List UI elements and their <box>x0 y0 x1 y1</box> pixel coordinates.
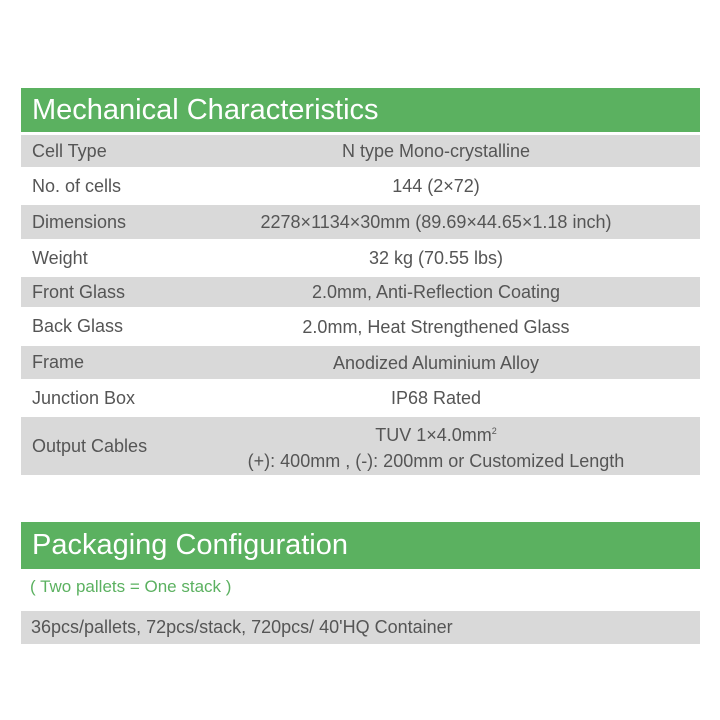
row-value: 32 kg (70.55 lbs) <box>368 248 504 268</box>
packaging-section <box>21 522 700 644</box>
row-label: No. of cells <box>32 175 122 196</box>
packaging-header <box>21 522 700 569</box>
row-value: 2.0mm, Anti-Reflection Coating <box>227 277 700 307</box>
table-row <box>21 346 700 379</box>
table-row <box>21 310 700 343</box>
row-label: Dimensions <box>21 205 227 239</box>
table-row <box>21 170 700 202</box>
row-value: N type Mono-crystalline <box>227 135 700 167</box>
table-row <box>21 205 700 239</box>
packaging-detail: 36pcs/pallets, 72pcs/stack, 720pcs/ 40'HQ Container <box>21 611 700 644</box>
row-label: Frame <box>21 346 227 379</box>
row-value <box>227 417 700 475</box>
superscript: 2 <box>491 426 497 436</box>
row-label: Output Cables <box>21 417 227 475</box>
packaging-title: Packaging Configuration <box>32 529 348 561</box>
mechanical-header <box>21 88 700 132</box>
table-row <box>21 277 700 307</box>
output-cables-line2: (+): 400mm , (-): 200mm or Customized Length <box>247 451 625 471</box>
row-label: Junction Box <box>32 387 136 408</box>
row-value: 144 (2×72) <box>392 176 480 196</box>
row-value: Anodized Aluminium Alloy <box>227 346 700 379</box>
row-label: Front Glass <box>21 277 227 307</box>
table-row-output-cables <box>21 417 700 475</box>
mechanical-section <box>21 88 700 478</box>
table-row <box>21 135 700 167</box>
mechanical-title: Mechanical Characteristics <box>32 93 379 126</box>
row-label: Weight <box>32 247 88 268</box>
packaging-note: ( Two pallets = One stack ) <box>30 577 232 596</box>
output-cables-line1: TUV $1\times 4.0mm^2$ <box>375 425 497 445</box>
table-row <box>21 382 700 414</box>
row-value: IP68 Rated <box>390 388 482 408</box>
row-value: 2278×1134×30mm (89.69×44.65×1.18 inch) <box>227 205 700 239</box>
table-row <box>21 242 700 274</box>
row-label: Back Glass <box>32 316 124 336</box>
mechanical-table <box>21 132 700 478</box>
row-label: Cell Type <box>21 135 227 167</box>
row-value: 2.0mm, Heat Strengthened Glass <box>302 316 570 337</box>
